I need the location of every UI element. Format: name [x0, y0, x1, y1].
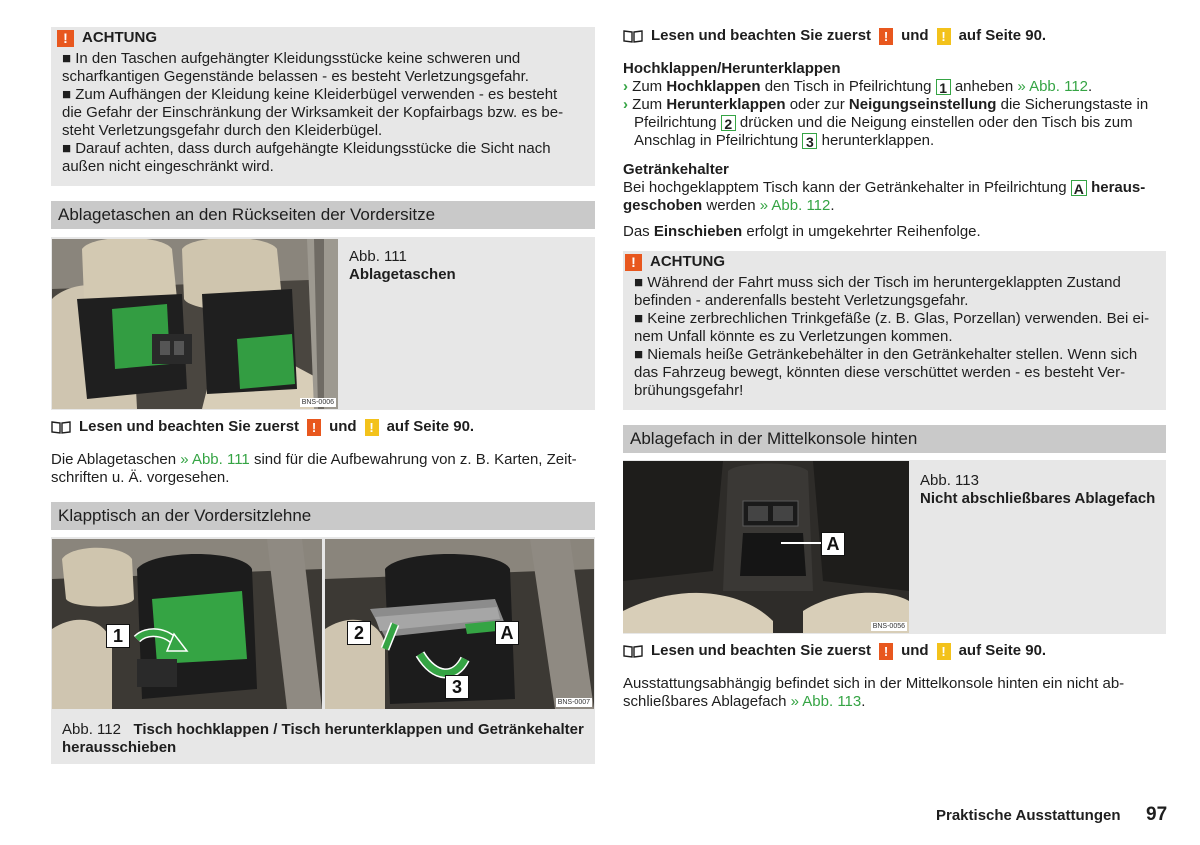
step-number-box: 2 [721, 115, 736, 131]
seat-pockets-illustration [52, 239, 338, 409]
image-code: BNS-0007 [557, 699, 590, 706]
warning-line: ■ In den Taschen aufgehängter Kleidungsstücke keine schweren und [62, 50, 521, 67]
read-first-page: auf Seite 90. [958, 27, 1047, 44]
book-icon [51, 420, 71, 434]
figure-title: Nicht abschließbares Ablagefach [920, 490, 1156, 507]
text-segment: den Tisch in Pfeilrichtung [764, 78, 932, 95]
text-emphasis: Hochklappen [666, 78, 761, 95]
read-first-note [623, 642, 1046, 660]
warning-line: nem Unfall könnte es zu Verletzungen kommen. [634, 328, 953, 345]
image-code: BNS-0056 [872, 623, 905, 630]
warning-text [62, 50, 592, 176]
read-first-page: auf Seite 90. [386, 418, 475, 435]
warning-icon: ! [307, 419, 321, 436]
text-emphasis: Einschieben [653, 223, 743, 240]
text-emphasis: heraus- [1091, 179, 1146, 196]
warning-icon: ! [879, 28, 893, 45]
figure-title: Tisch hochklappen / Tisch herunterklappen und Getränkehalter [133, 721, 584, 738]
instruction-block [623, 60, 1168, 150]
text-segment: werden [706, 197, 756, 214]
text-segment: Bei hochgeklapptem Tisch kann der Getränkehalter in Pfeilrichtung [623, 179, 1067, 196]
figure-link[interactable]: » Abb. 113 [790, 693, 862, 710]
text-segment: erfolgt in umgekehrter Reihenfolge. [746, 223, 981, 240]
subheading: Hochklappen/Herunterklappen [623, 60, 841, 77]
subheading: Getränkehalter [623, 161, 729, 178]
text-segment: Zum [632, 78, 663, 95]
image-code: BNS-0006 [301, 399, 334, 406]
page-number: 97 [1146, 804, 1168, 825]
warning-title: ACHTUNG [650, 253, 725, 270]
read-first-and: und [901, 27, 929, 44]
figure-caption [62, 721, 590, 757]
warning-icon: ! [879, 643, 893, 660]
figure-box [51, 537, 595, 764]
text-segment: die Sicherungstaste in [1000, 96, 1149, 113]
text-segment: herunterklappen. [821, 132, 935, 149]
callout-label: 1 [106, 624, 130, 648]
figure-link[interactable]: » Abb. 112 [1017, 78, 1089, 95]
figure-box [51, 237, 595, 410]
read-first-page: auf Seite 90. [958, 642, 1047, 659]
figure-link[interactable]: » Abb. 112 [759, 197, 831, 214]
warning-icon: ! [625, 254, 642, 271]
warning-header [57, 29, 157, 47]
warning-line: steht Verletzungsgefahr durch den Kleiderbügel. [62, 122, 383, 139]
warning-line: befinden - anderenfalls besteht Verletzungsgefahr. [634, 292, 969, 309]
text-segment: . [1088, 78, 1093, 95]
warning-line: ■ Darauf achten, dass durch aufgehängte Kleidungsstücke die Sicht nach [62, 140, 551, 157]
warning-header [625, 253, 725, 271]
text-segment: oder zur [789, 96, 845, 113]
warning-line: brühungsgefahr! [634, 382, 744, 399]
callout-label: 3 [445, 675, 469, 699]
center-console-illustration [623, 461, 909, 633]
callout-label: A [821, 532, 845, 556]
text-emphasis: geschoben [623, 197, 703, 214]
figure-photo-table-up [52, 539, 322, 709]
body-text-segment: schließbares Ablagefach [623, 693, 787, 710]
note-icon: ! [937, 643, 951, 660]
section-heading: Ablagefach in der Mittelkonsole hinten [623, 425, 1166, 453]
read-first-note [51, 418, 474, 436]
body-text [623, 675, 1168, 711]
warning-line: ■ Zum Aufhängen der Kleidung keine Kleiderbügel verwenden - es besteht [62, 86, 558, 103]
warning-title: ACHTUNG [82, 29, 157, 46]
read-first-text: Lesen und beachten Sie zuerst [651, 642, 872, 659]
text-emphasis: Neigungseinstellung [848, 96, 997, 113]
note-icon: ! [365, 419, 379, 436]
warning-line: ■ Während der Fahrt muss sich der Tisch im heruntergeklappten Zustand [634, 274, 1121, 291]
text-emphasis: Herunterklappen [666, 96, 786, 113]
text-segment: anheben [954, 78, 1014, 95]
section-heading: Ablagetaschen an den Rückseiten der Vordersitze [51, 201, 595, 229]
figure-photo-table-down [325, 539, 594, 709]
warning-box [51, 27, 595, 186]
warning-line: ■ Keine zerbrechlichen Trinkgefäße (z. B. Glas, Porzellan) verwenden. Bei ei- [634, 310, 1150, 327]
warning-line: die Gefahr der Einschränkung der Wirksamkeit der Kopfairbags bzw. es be- [62, 104, 564, 121]
read-first-and: und [329, 418, 357, 435]
figure-number: Abb. 111 [349, 248, 407, 265]
body-text [51, 451, 595, 487]
table-up-illustration [52, 539, 322, 709]
note-icon: ! [937, 28, 951, 45]
warning-line: ■ Niemals heiße Getränkebehälter in den Getränkehalter stellen. Wenn sich [634, 346, 1138, 363]
text-segment: drücken und die Neigung einstellen oder den Tisch bis zum [739, 114, 1133, 131]
warning-line: scharfkantigen Gegenstände belassen - es besteht Verletzungsgefahr. [62, 68, 529, 85]
chevron-right-icon: › [623, 78, 628, 95]
body-text-segment: sind für die Aufbewahrung von z. B. Karten, Zeit- [253, 451, 577, 468]
warning-icon: ! [57, 30, 74, 47]
figure-photo-seat-pockets [52, 239, 338, 409]
step-number-box: 3 [802, 133, 817, 149]
footer-section-title: Praktische Ausstattungen [936, 807, 1121, 824]
figure-photo-center-console [623, 461, 909, 633]
chevron-right-icon: › [623, 96, 628, 113]
warning-text [634, 274, 1164, 400]
figure-number: Abb. 112 [62, 721, 121, 738]
book-icon [623, 29, 643, 43]
body-text-line: Ausstattungsabhängig befindet sich in der Mittelkonsole hinten ein nicht ab- [623, 675, 1125, 692]
figure-title: Ablagetaschen [349, 266, 456, 283]
text-segment: Anschlag in Pfeilrichtung [634, 132, 799, 149]
text-segment: Zum [632, 96, 663, 113]
step-number-box: A [1071, 180, 1087, 196]
read-first-text: Lesen und beachten Sie zuerst [79, 418, 300, 435]
body-text-segment: . [861, 693, 866, 710]
read-first-note [623, 27, 1046, 45]
book-icon [623, 644, 643, 658]
read-first-text: Lesen und beachten Sie zuerst [651, 27, 872, 44]
figure-number: Abb. 113 [920, 472, 979, 489]
figure-box [623, 460, 1166, 634]
warning-box [623, 251, 1166, 410]
text-segment: Pfeilrichtung [634, 114, 717, 131]
warning-line: das Fahrzeug bewegt, könnten diese verschüttet werden - es besteht Ver- [634, 364, 1126, 381]
figure-title-cont: herausschieben [62, 739, 177, 756]
instruction-block [623, 161, 1168, 241]
text-segment: Das [623, 223, 650, 240]
text-segment: . [830, 197, 835, 214]
figure-link[interactable]: » Abb. 111 [180, 451, 250, 468]
callout-label: A [495, 621, 519, 645]
body-text-line: schriften u. Ä. vorgesehen. [51, 469, 230, 486]
section-heading: Klapptisch an der Vordersitzlehne [51, 502, 595, 530]
warning-line: außen nicht eingeschränkt wird. [62, 158, 274, 175]
read-first-and: und [901, 642, 929, 659]
callout-label: 2 [347, 621, 371, 645]
body-text-segment: Die Ablagetaschen [51, 451, 177, 468]
step-number-box: 1 [936, 79, 951, 95]
